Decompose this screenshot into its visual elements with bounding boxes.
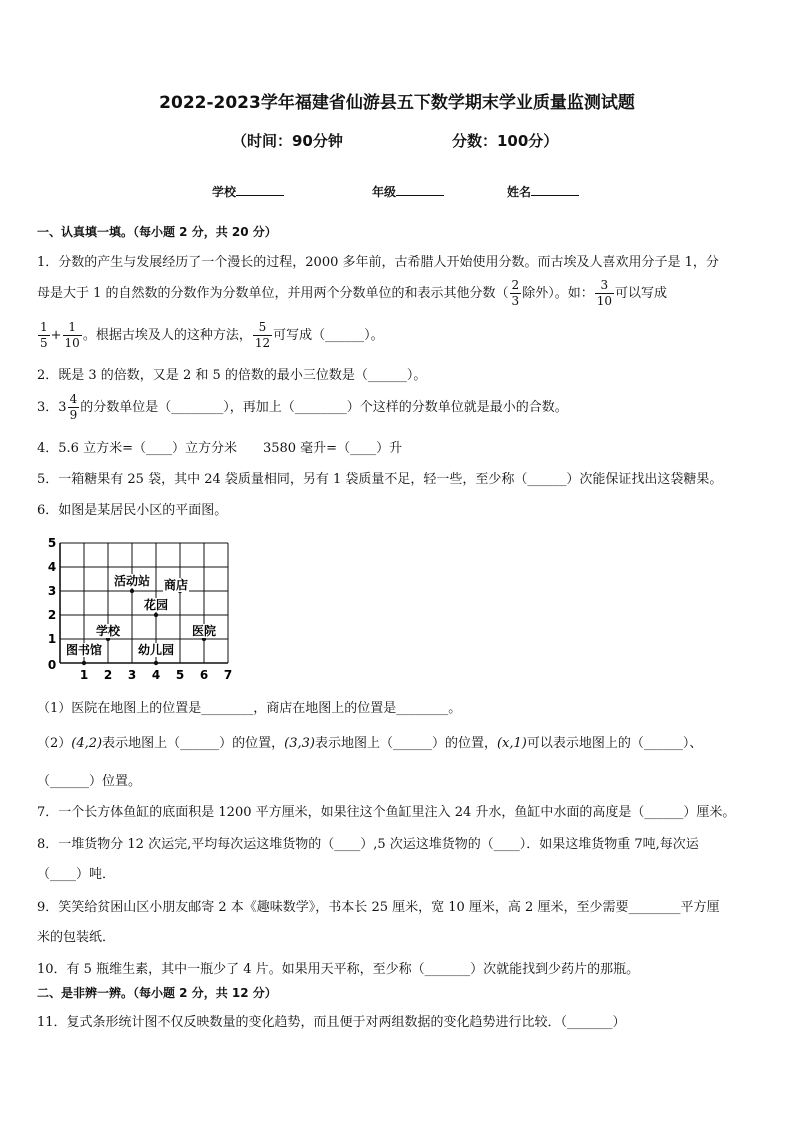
fraction-4-9: $\frac{4}{9}$ <box>69 392 78 422</box>
question-9-line-2: 米的包装纸． <box>37 930 116 945</box>
q1-text-d: 。根据古埃及人的这种方法， <box>82 328 252 343</box>
question-3 <box>37 392 568 423</box>
fraction-2-3: $\frac{2}{3}$ <box>511 278 520 308</box>
q3-text: 的分数单位是（________），再加上（________）个这样的分数单位就是最小的合数。 <box>80 400 568 415</box>
x-tick-label: 1 <box>79 668 89 682</box>
question-8-line-1: 8．一堆货物分 12 次运完,平均每次运这堆货物的（____）,5 次运这堆货物的（____）．如果这堆货物重 7吨,每次运 <box>37 837 699 852</box>
location-dot <box>154 613 158 617</box>
fraction-3-10: $\frac{3}{10}$ <box>596 278 612 308</box>
name-field <box>507 183 579 200</box>
label-hospital: 医院 <box>191 624 217 638</box>
question-1-line-1: 1．分数的产生与发展经历了一个漫长的过程，2000 多年前，古希腊人开始使用分数。而古埃及人喜欢用分子是 1，分 <box>37 255 719 270</box>
question-1-line-2 <box>37 278 667 309</box>
question-6: 6．如图是某居民小区的平面图。 <box>37 503 228 518</box>
q1-text-c: 可以写成 <box>614 286 667 301</box>
x-tick-label: 7 <box>223 668 233 682</box>
question-2: 2．既是 3 的倍数，又是 2 和 5 的倍数的最小三位数是（______）。 <box>37 368 427 383</box>
y-tick-label: 5 <box>47 536 57 550</box>
y-tick-label: 2 <box>47 608 57 622</box>
x-tick-label: 6 <box>199 668 209 682</box>
name-label: 姓名 <box>507 185 532 199</box>
location-dot <box>154 661 158 665</box>
map-labels <box>65 573 217 665</box>
question-8-line-2: （____）吨． <box>37 867 116 882</box>
coord-x-1: (x,1) <box>496 736 527 751</box>
x-tick-label: 2 <box>103 668 113 682</box>
school-label: 学校 <box>212 185 237 199</box>
label-kindergarten: 幼儿园 <box>137 643 175 657</box>
question-1-line-3 <box>37 320 384 351</box>
location-dot <box>130 589 134 593</box>
exam-time: （时间：90分钟 <box>232 132 343 150</box>
y-tick-label: 4 <box>47 560 57 574</box>
section-1-heading: 一、认真填一填。（每小题 2 分，共 20 分） <box>37 225 277 239</box>
y-tick-label: 3 <box>47 584 57 598</box>
question-6-2: （2）(4,2)表示地图上（______）的位置，(3,3)表示地图上（______）的位置，(x,1)可以表示地图上的（______）、 <box>37 736 703 751</box>
school-field <box>212 183 284 200</box>
label-garden: 花园 <box>143 598 169 612</box>
x-tick-label: 5 <box>175 668 185 682</box>
q1-text-e: 可写成（______）。 <box>273 328 384 343</box>
fraction-5-12: $\frac{5}{12}$ <box>254 320 271 350</box>
page-title: 2022-2023学年福建省仙游县五下数学期末学业质量监测试题 <box>159 93 635 113</box>
x-tick-label: 3 <box>127 668 137 682</box>
exam-score: 分数：100分） <box>452 132 559 150</box>
question-10: 10．有 5 瓶维生素，其中一瓶少了 4 片。如果用天平称，至少称（_______）次就能找到少药片的那瓶。 <box>37 962 640 977</box>
question-4: 4．5.6 立方米=（____）立方分米 3580 毫升=（____）升 <box>37 441 403 456</box>
label-activity-station: 活动站 <box>113 574 151 588</box>
fraction-1-5: $\frac{1}{5}$ <box>40 320 48 350</box>
q1-text-b: 除外）。如： <box>522 286 594 301</box>
fraction-1-10: $\frac{1}{10}$ <box>64 320 80 350</box>
label-library: 图书馆 <box>65 643 103 657</box>
label-school: 学校 <box>95 624 121 638</box>
mixed-number-whole: 3 <box>58 400 67 415</box>
q3-prefix: 3． <box>37 400 59 415</box>
question-5: 5．一箱糖果有 25 袋，其中 24 袋质量相同，另有 1 袋质量不足，轻一些，至少称（______）次能保证找出这袋糖果。 <box>37 472 723 487</box>
plus-sign: + <box>50 328 62 343</box>
map-ticks <box>48 536 232 682</box>
question-9-line-1: 9．笑笑给贫困山区小朋友邮寄 2 本《趣味数学》，书本长 25 厘米，宽 10 厘米，高 2 厘米，至少需要________平方厘 <box>37 900 720 915</box>
question-11: 11．复式条形统计图不仅反映数量的变化趋势，而且便于对两组数据的变化趋势进行比较．（_______） <box>37 1015 626 1030</box>
coord-4-2: (4,2) <box>71 736 103 751</box>
grade-field <box>372 183 444 200</box>
neighborhood-map <box>40 535 240 685</box>
coord-3-3: (3,3) <box>284 736 315 751</box>
y-tick-label: 1 <box>47 632 57 646</box>
q1-text-a: 母是大于 1 的自然数的分数作为分数单位，并用两个分数单位的和表示其他分数（ <box>37 286 509 301</box>
question-6-2-cont: （______）位置。 <box>37 774 142 789</box>
origin-label: 0 <box>47 658 57 672</box>
x-tick-label: 4 <box>151 668 161 682</box>
question-6-1: （1）医院在地图上的位置是________，商店在地图上的位置是________。 <box>37 701 462 716</box>
question-7: 7．一个长方体鱼缸的底面积是 1200 平方厘米，如果往这个鱼缸里注入 24 升水，鱼缸中水面的高度是（______）厘米。 <box>37 805 736 820</box>
location-dot <box>82 661 86 665</box>
grade-label: 年级 <box>372 185 397 199</box>
label-shop: 商店 <box>163 578 189 592</box>
section-2-heading: 二、是非辨一辨。（每小题 2 分，共 12 分） <box>37 986 277 1000</box>
